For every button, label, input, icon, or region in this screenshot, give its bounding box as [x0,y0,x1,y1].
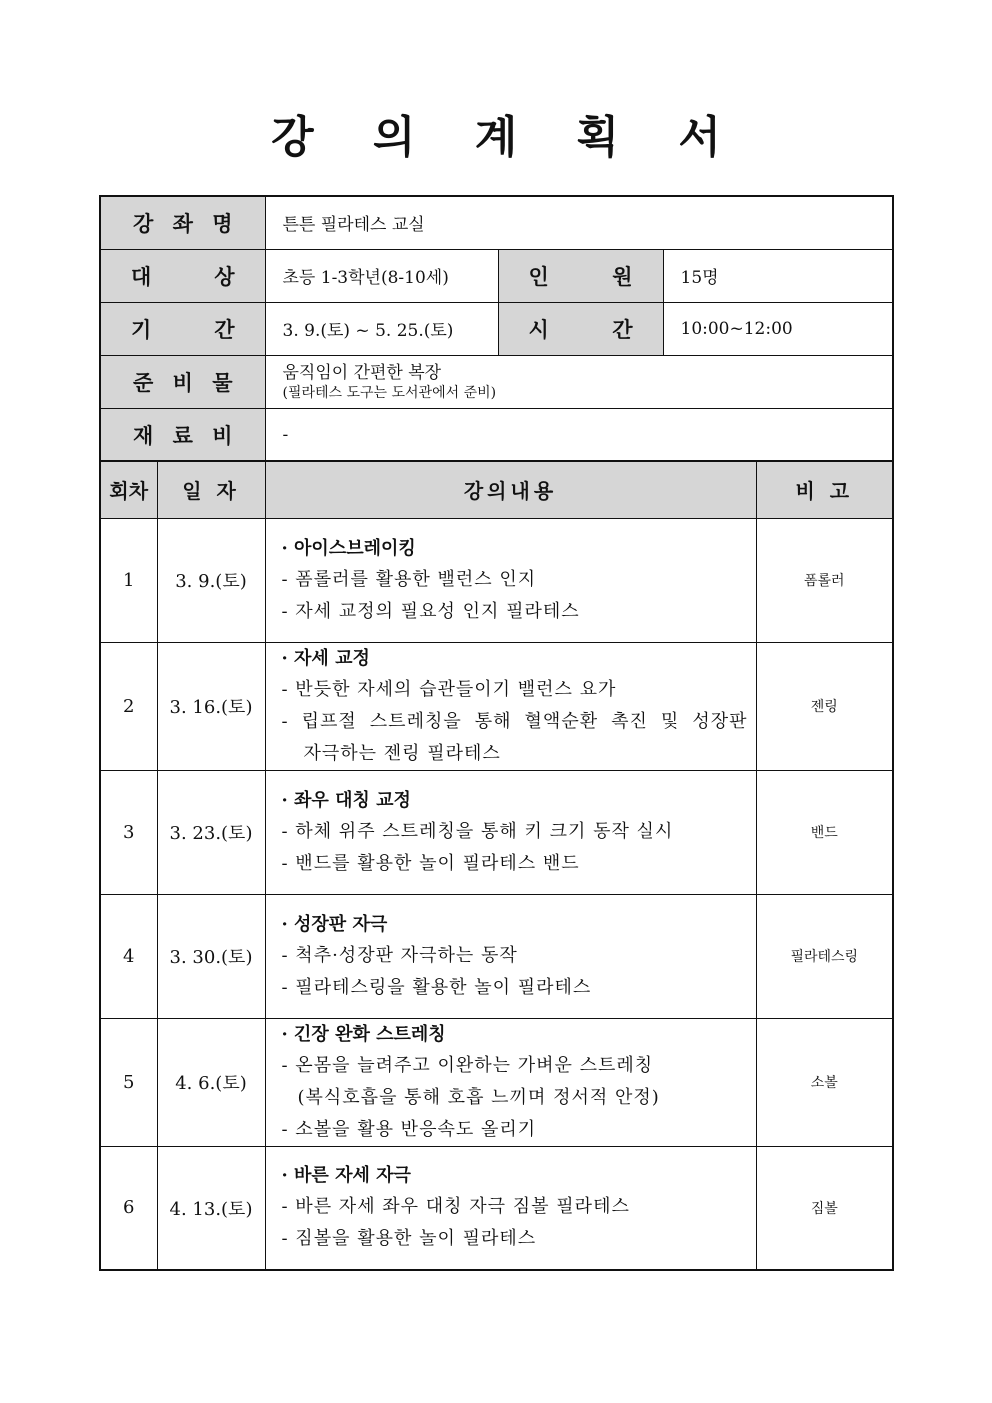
capacity-label: 인 원 [498,249,663,302]
schedule-header-row [100,461,893,518]
session-note: 밴드 [756,770,893,894]
header-date: 일 자 [157,461,265,518]
target-label: 대 상 [100,249,265,302]
content-item: 자극하는 젠링 필라테스 [303,742,501,764]
content-item: - 반듯한 자세의 습관들이기 밸런스 요가 [281,678,617,700]
session-number: 5 [100,1018,157,1146]
prep-note-text: (필라테스 도구는 도서관에서 준비) [282,384,497,401]
session-content [265,642,756,770]
session-number: 4 [100,894,157,1018]
content-item: - 폼롤러를 활용한 밸런스 인지 [281,568,537,590]
session-note: 젠링 [756,642,893,770]
content-item: - 척추·성장판 자극하는 동작 [281,944,518,966]
session-content [265,518,756,642]
session-number: 3 [100,770,157,894]
session-note: 폼롤러 [756,518,893,642]
session-date: 3. 9.(토) [157,518,265,642]
info-row-period [100,302,893,355]
capacity-value: 15명 [663,249,893,302]
info-row-course [100,196,893,249]
session-note: 짐볼 [756,1146,893,1270]
prep-label: 준 비 물 [100,355,265,408]
session-content [265,894,756,1018]
header-session: 회차 [100,461,157,518]
session-number: 1 [100,518,157,642]
fee-label: 재 료 비 [100,408,265,461]
table-row [100,642,893,770]
time-value: 10:00~12:00 [663,302,893,355]
content-item: - 필라테스링을 활용한 놀이 필라테스 [281,976,592,998]
session-date: 4. 6.(토) [157,1018,265,1146]
session-topic: · 자세 교정 [281,647,370,669]
content-item: - 바른 자세 좌우 대칭 자극 짐볼 필라테스 [281,1196,630,1218]
session-topic: · 성장판 자극 [281,913,388,935]
content-item: - 하체 위주 스트레칭을 통해 키 크기 동작 실시 [281,820,674,842]
table-row [100,1146,893,1270]
session-topic: · 바른 자세 자극 [281,1165,411,1187]
course-info-table [99,195,894,462]
content-item: - 자세 교정의 필요성 인지 필라테스 [281,600,580,622]
session-number: 2 [100,642,157,770]
content-item: - 짐볼을 활용한 놀이 필라테스 [281,1228,537,1250]
info-row-target [100,249,893,302]
content-item: - 밴드를 활용한 놀이 필라테스 밴드 [281,852,580,874]
content-item: - 소볼을 활용 반응속도 올리기 [281,1118,537,1140]
period-label: 기 간 [100,302,265,355]
period-value: 3. 9.(토) ~ 5. 25.(토) [265,302,498,355]
info-row-fee [100,408,893,461]
content-item: (복식호흡을 통해 호흡 느끼며 정서적 안정) [297,1086,660,1108]
content-item: - 온몸을 늘려주고 이완하는 가벼운 스트레칭 [281,1054,654,1076]
session-topic: · 긴장 완화 스트레칭 [281,1023,446,1045]
session-topic: · 아이스브레이킹 [281,537,416,559]
table-row [100,1018,893,1146]
prep-main-text: 움직임이 간편한 복장 [282,362,442,383]
table-row [100,894,893,1018]
prep-value [265,355,893,408]
content-item: - 립프절 스트레칭을 통해 혈액순환 촉진 및 성장판 [281,710,748,732]
time-label: 시 간 [498,302,663,355]
session-number: 6 [100,1146,157,1270]
fee-value: - [265,408,893,461]
header-content: 강의내용 [265,461,756,518]
session-date: 4. 13.(토) [157,1146,265,1270]
info-row-prep [100,355,893,408]
session-content [265,1146,756,1270]
session-note: 필라테스링 [756,894,893,1018]
schedule-table [99,460,894,1271]
session-date: 3. 23.(토) [157,770,265,894]
document-title: 강 의 계 획 서 [271,112,743,163]
table-row [100,518,893,642]
session-date: 3. 30.(토) [157,894,265,1018]
course-name-value: 튼튼 필라테스 교실 [265,196,893,249]
session-note: 소볼 [756,1018,893,1146]
header-note: 비 고 [756,461,893,518]
session-content [265,1018,756,1146]
course-name-label: 강 좌 명 [100,196,265,249]
session-topic: · 좌우 대칭 교정 [281,789,411,811]
target-value: 초등 1-3학년(8-10세) [265,249,498,302]
table-row [100,770,893,894]
session-date: 3. 16.(토) [157,642,265,770]
session-content [265,770,756,894]
